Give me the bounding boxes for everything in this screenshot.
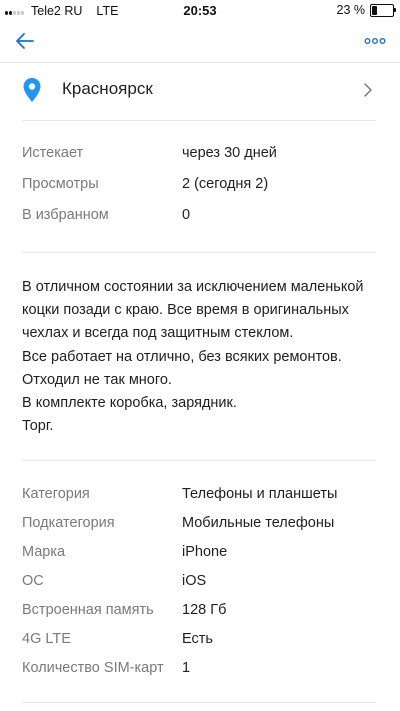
spec-key: Марка xyxy=(22,544,66,560)
ad-description xyxy=(22,276,382,438)
stat-value: 0 xyxy=(182,207,191,223)
spec-value: iPhone xyxy=(182,544,228,560)
description-line: коцки позади с краю. Все время в оригинальных xyxy=(22,302,349,319)
specs-divider xyxy=(22,702,376,703)
stat-row-favorites xyxy=(22,207,382,229)
status-right xyxy=(337,3,395,17)
spec-key: 4G LTE xyxy=(22,631,71,647)
description-divider xyxy=(22,460,376,461)
location-divider xyxy=(22,120,376,121)
status-time: 20:53 xyxy=(183,3,217,18)
battery-percent: 23 % xyxy=(336,3,365,17)
arrow-left-icon[interactable] xyxy=(14,30,36,52)
spec-value: 128 Гб xyxy=(182,602,227,618)
stat-key: Истекает xyxy=(22,145,84,161)
spec-key: ОС xyxy=(22,573,44,589)
stat-key: Просмотры xyxy=(22,176,99,192)
stat-value: через 30 дней xyxy=(182,145,277,161)
spec-row-lte xyxy=(22,631,382,653)
description-line: В отличном состоянии за исключением маленькой xyxy=(22,279,364,295)
stat-row-views xyxy=(22,176,382,198)
stat-value: 2 (сегодня 2) xyxy=(182,176,269,192)
spec-key: Количество SIM-карт xyxy=(22,660,164,676)
battery-level xyxy=(372,6,377,15)
stats-divider xyxy=(22,252,376,253)
stat-row-expires xyxy=(22,145,382,167)
spec-key: Подкатегория xyxy=(22,515,115,531)
spec-row-brand xyxy=(22,544,382,566)
carrier-name: Tele2 RU xyxy=(31,4,83,18)
spec-row-sim-count xyxy=(22,660,382,682)
stat-key: В избранном xyxy=(22,207,109,223)
description-line: Все работает на отлично, без всяких ремонтов. xyxy=(22,348,342,365)
description-line: Отходил не так много. xyxy=(22,371,172,388)
spec-key: Встроенная память xyxy=(22,602,154,618)
status-bar xyxy=(0,0,400,22)
description-line: В комплекте коробка, зарядник. xyxy=(22,395,237,412)
more-horizontal-icon[interactable] xyxy=(364,33,386,49)
chevron-right-icon xyxy=(362,82,374,98)
spec-row-storage xyxy=(22,602,382,624)
spec-value: Мобильные телефоны xyxy=(182,515,335,531)
spec-value: iOS xyxy=(182,573,207,589)
nav-bar xyxy=(0,22,400,62)
spec-value: Есть xyxy=(182,631,213,647)
location-city: Красноярск xyxy=(62,79,153,98)
spec-value: 1 xyxy=(182,660,191,676)
spec-row-subcategory xyxy=(22,515,382,537)
spec-row-category xyxy=(22,486,382,508)
network-type: LTE xyxy=(96,4,119,18)
location-row[interactable] xyxy=(0,62,400,118)
map-pin-icon xyxy=(22,77,42,103)
spec-value: Телефоны и планшеты xyxy=(182,486,338,502)
spec-key: Категория xyxy=(22,486,90,502)
battery-icon xyxy=(370,4,394,17)
description-line: Торг. xyxy=(22,418,54,435)
description-line: чехлах и всегда под защитным стеклом. xyxy=(22,325,294,342)
spec-row-os xyxy=(22,573,382,595)
